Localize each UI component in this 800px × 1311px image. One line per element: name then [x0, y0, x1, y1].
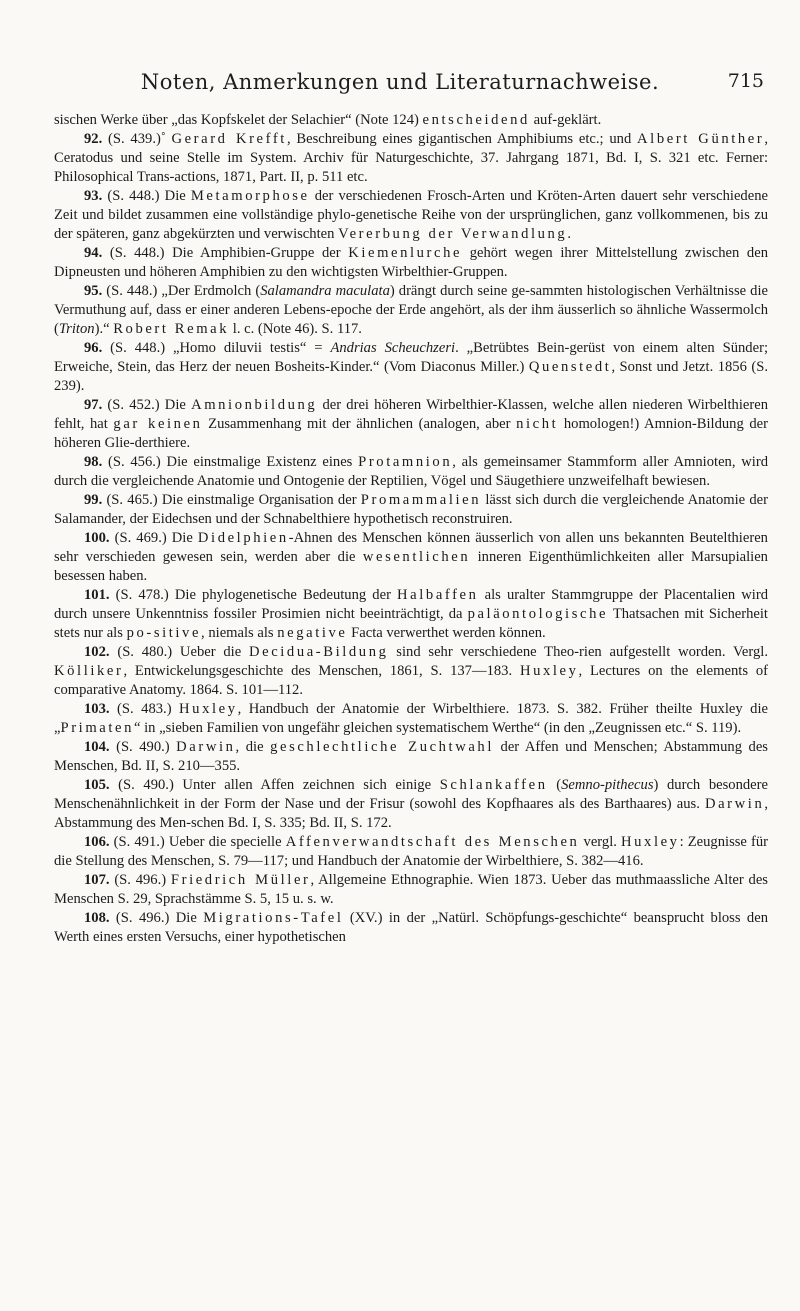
note-text: auf-geklärt.	[529, 112, 602, 128]
note-number: 92.	[84, 131, 103, 147]
note-text: (S. 496.)	[109, 872, 171, 888]
note-text: (S. 496.) Die	[109, 910, 204, 926]
note-text: gehört wegen ihrer Mittelstellung zwischen den Dipneusten und höheren Amphibien zu den wichtigsten Wirbelthier-Gruppen.	[54, 245, 768, 280]
note-text: geschlechtliche Zuchtwahl	[270, 739, 494, 755]
note-text: wesentlichen	[362, 549, 471, 565]
note-text: lässt sich durch die vergleichende Anatomie der Salamander, der Eidechsen und der Schnabelthiere hypothetisch reconstruiren.	[54, 492, 768, 527]
note-number: 95.	[84, 283, 103, 299]
note-text: als uralter Stammgruppe der Placentalien wird durch unsere Unkenntniss fossiler Prosimien nicht beeinträchtigt, da	[54, 587, 769, 622]
note-text: , Allgemeine Ethnographie. Wien 1873. Ueber das muthmaassliche Alter des Menschen S. 29, Sprachstämme S. 5, 15 u. s. w.	[54, 872, 768, 907]
note-number: 97.	[84, 397, 103, 413]
note-text: der drei höheren Wirbelthier-Klassen, welche allen niederen Wirbelthieren fehlt, hat	[54, 397, 768, 432]
note-text: : Zeugnisse für die Stellung des Menschen, S. 79—117; und Handbuch der Anatomie der Wirbelthiere, S. 382—416.	[54, 834, 769, 869]
note-text: Decidua-Bildung	[248, 644, 389, 660]
note-text: (S. 478.) Die phylogenetische Bedeutung der	[109, 587, 398, 603]
note-number: 103.	[84, 701, 110, 717]
note-text: Huxley	[179, 701, 238, 717]
note-text: Affenverwandtschaft des Menschen	[285, 834, 580, 850]
note-text: nicht	[516, 416, 559, 432]
note-number: 108.	[84, 910, 110, 926]
note-text: vergl.	[579, 834, 622, 850]
note-text: Facta verwerthet werden können.	[347, 625, 546, 641]
note-continuation	[54, 111, 768, 130]
note-number: 104.	[84, 739, 110, 755]
note-text: Quenstedt	[528, 359, 612, 375]
note-text: (S. 452.) Die	[102, 397, 192, 413]
note-105	[54, 776, 768, 833]
note-97	[54, 396, 768, 453]
note-text: (S. 490.)	[109, 739, 177, 755]
note-text: negative	[277, 625, 348, 641]
note-text: sischen Werke über „das Kopfskelet der Selachier“ (Note 124)	[54, 112, 423, 128]
note-text: Primaten	[60, 720, 134, 736]
note-number: 93.	[84, 188, 103, 204]
note-text: gar keinen	[113, 416, 203, 432]
note-text: , Handbuch der Anatomie der Wirbelthiere. 1873. S. 382. Früher theilte Huxley die „	[54, 701, 768, 736]
running-title: Noten, Anmerkungen und Literaturnachweise.	[140, 70, 660, 94]
note-text: (S. 439.)˚	[102, 131, 172, 147]
note-text: Huxley	[519, 663, 579, 679]
note-text: “ in „sieben Familien von ungefähr gleichen systematischem Werthe“ (in den „Zeugnissen etc.“ S. 119).	[133, 720, 742, 736]
note-number: 94.	[84, 245, 103, 261]
note-text: , als gemeinsamer Stammform aller Amnioten, wird durch die vergleichende Anatomie und Ontogenie der Reptilien, Vögel und Säugethiere unzweifelhaft bewiesen.	[54, 454, 769, 489]
note-93	[54, 187, 768, 244]
note-number: 106.	[84, 834, 110, 850]
notes-body	[54, 111, 768, 947]
note-text: , Ceratodus und seine Stelle im System. Archiv für Naturgeschichte, 37. Jahrgang 1871, Bd. I, S. 321 etc. Ferner: Philosophical Trans-actions, 1871, Part. II, p. 511 etc.	[54, 131, 768, 185]
page-number: 715	[727, 70, 764, 92]
note-text: , die	[235, 739, 271, 755]
note-text: (S. 465.) Die einstmalige Organisation der	[102, 492, 361, 508]
note-text: (S. 448.) „Homo diluvii testis“ =	[102, 340, 331, 356]
note-text: (S. 490.) Unter allen Affen zeichnen sich einige	[109, 777, 440, 793]
note-text: (S. 448.) Die	[102, 188, 191, 204]
note-text: l. c. (Note 46). S. 117.	[229, 321, 362, 337]
note-98	[54, 453, 768, 491]
note-text: Protamnion	[358, 454, 453, 470]
note-text: ).“	[94, 321, 114, 337]
note-102	[54, 643, 768, 700]
note-number: 96.	[84, 340, 103, 356]
note-text: Vererbung der Verwandlung	[338, 226, 568, 242]
note-text: homologen!) Amnion-Bildung der höheren Glie-derthiere.	[54, 416, 768, 451]
note-103	[54, 700, 768, 738]
note-text: . „Betrübtes Bein-gerüst von einem alten Sünder; Erweiche, Stein, das Herz der neuen Bosheits-Kinder.“ (Vom Diaconus Miller.)	[54, 340, 768, 375]
note-95	[54, 282, 768, 339]
note-text: -Ahnen des Menschen können äusserlich von allen uns bekannten Beutelthieren sehr verschieden gewesen sein, werden aber die	[54, 530, 768, 565]
note-text: Triton	[58, 321, 95, 337]
note-text: (S. 483.)	[109, 701, 180, 717]
note-text: Schlankaffen	[439, 777, 548, 793]
note-text: Kiemenlurche	[348, 245, 463, 261]
note-text: Kölliker	[54, 663, 124, 679]
note-number: 99.	[84, 492, 103, 508]
note-number: 107.	[84, 872, 110, 888]
note-text: Migrations-Tafel	[203, 910, 344, 926]
note-text: (XV.) in der „Natürl. Schöpfungs-geschichte“ beansprucht bloss den Werth eines ersten Versuchs, einer hypothetischen	[54, 910, 768, 945]
note-text: Thatsachen mit Sicherheit stets nur als	[54, 606, 768, 641]
note-text: Friedrich Müller	[170, 872, 311, 888]
note-text: Robert Remak	[113, 321, 230, 337]
note-text: (	[547, 777, 562, 793]
note-text: (S. 456.) Die einstmalige Existenz eines	[102, 454, 359, 470]
note-text: (S. 480.) Ueber die	[109, 644, 249, 660]
note-text: Metamorphose	[190, 188, 310, 204]
note-number: 100.	[84, 530, 110, 546]
note-number: 102.	[84, 644, 110, 660]
note-107	[54, 871, 768, 909]
note-text: Huxley	[621, 834, 680, 850]
note-text: der Affen und Menschen; Abstammung des Menschen, Bd. II, S. 210—355.	[54, 739, 768, 774]
note-text: , niemals als	[201, 625, 278, 641]
note-text: (S. 448.) „Der Erdmolch (	[102, 283, 261, 299]
note-text: Andrias Scheuchzeri	[330, 340, 456, 356]
note-text: sind sehr verschiedene Theo-rien aufgestellt worden. Vergl.	[388, 644, 768, 660]
note-text: ) durch besondere Menschenähnlichkeit in der Form der Nase und der Frisur (sowohl des Kopfhaares als des Barthaares) aus.	[54, 777, 768, 812]
note-text: , Entwickelungsgeschichte des Menschen, 1861, S. 137—183.	[123, 663, 520, 679]
note-text: entscheidend	[422, 112, 530, 128]
note-96	[54, 339, 768, 396]
note-text: Zusammenhang mit der ähnlichen (analogen, aber	[202, 416, 517, 432]
note-100	[54, 529, 768, 586]
note-number: 105.	[84, 777, 110, 793]
note-number: 98.	[84, 454, 103, 470]
note-text: Semno-pithecus	[561, 777, 654, 793]
note-text: (S. 491.) Ueber die specielle	[109, 834, 286, 850]
note-text: Darwin	[176, 739, 236, 755]
note-text: Darwin	[704, 796, 765, 812]
note-106	[54, 833, 768, 871]
note-text: , Lectures on the elements of comparative Anatomy. 1864. S. 101—112.	[54, 663, 769, 698]
note-94	[54, 244, 768, 282]
note-text: Albert Günther	[637, 131, 765, 147]
note-number: 101.	[84, 587, 110, 603]
note-text: (S. 448.) Die Amphibien-Gruppe der	[102, 245, 349, 261]
note-text: der verschiedenen Frosch-Arten und Kröten-Arten dauert sehr verschiedene Zeit und bildet zusammen eine vollständige phylo-genetische Reihe von der ursprünglichen, ganz vollkommenen, bis zu der späteren, ganz abgekürzten und verwischten	[54, 188, 768, 242]
note-text: Amnionbildung	[191, 397, 318, 413]
note-text: po-sitive	[126, 625, 202, 641]
note-text: inneren Eigenthümlichkeiten aller Marsupialien besessen haben.	[54, 549, 768, 584]
note-text: , Beschreibung eines gigantischen Amphibiums etc.; und	[286, 131, 638, 147]
note-104	[54, 738, 768, 776]
note-text: , Abstammung des Men-schen Bd. I, S. 335; Bd. II, S. 172.	[54, 796, 768, 831]
note-101	[54, 586, 768, 643]
note-text: Promammalien	[360, 492, 482, 508]
page-header	[0, 70, 800, 98]
note-text: Didelphien	[197, 530, 289, 546]
note-108	[54, 909, 768, 947]
note-92	[54, 130, 768, 187]
note-99	[54, 491, 768, 529]
note-text: paläontologische	[467, 606, 609, 622]
note-text: Gerard Krefft	[171, 131, 287, 147]
note-text: Salamandra maculata	[260, 283, 390, 299]
note-text: ) drängt durch seine ge-sammten histologischen Verhältnisse die Vermuthung auf, dass er einer anderen Lebens-epoche der Erde angehört, als der ihm äusserlich so ähnliche Wassermolch (	[54, 283, 768, 337]
note-text: .	[567, 226, 571, 242]
note-text: (S. 469.) Die	[109, 530, 198, 546]
note-text: , Sonst und Jetzt. 1856 (S. 239).	[54, 359, 768, 394]
note-text: Halbaffen	[397, 587, 479, 603]
